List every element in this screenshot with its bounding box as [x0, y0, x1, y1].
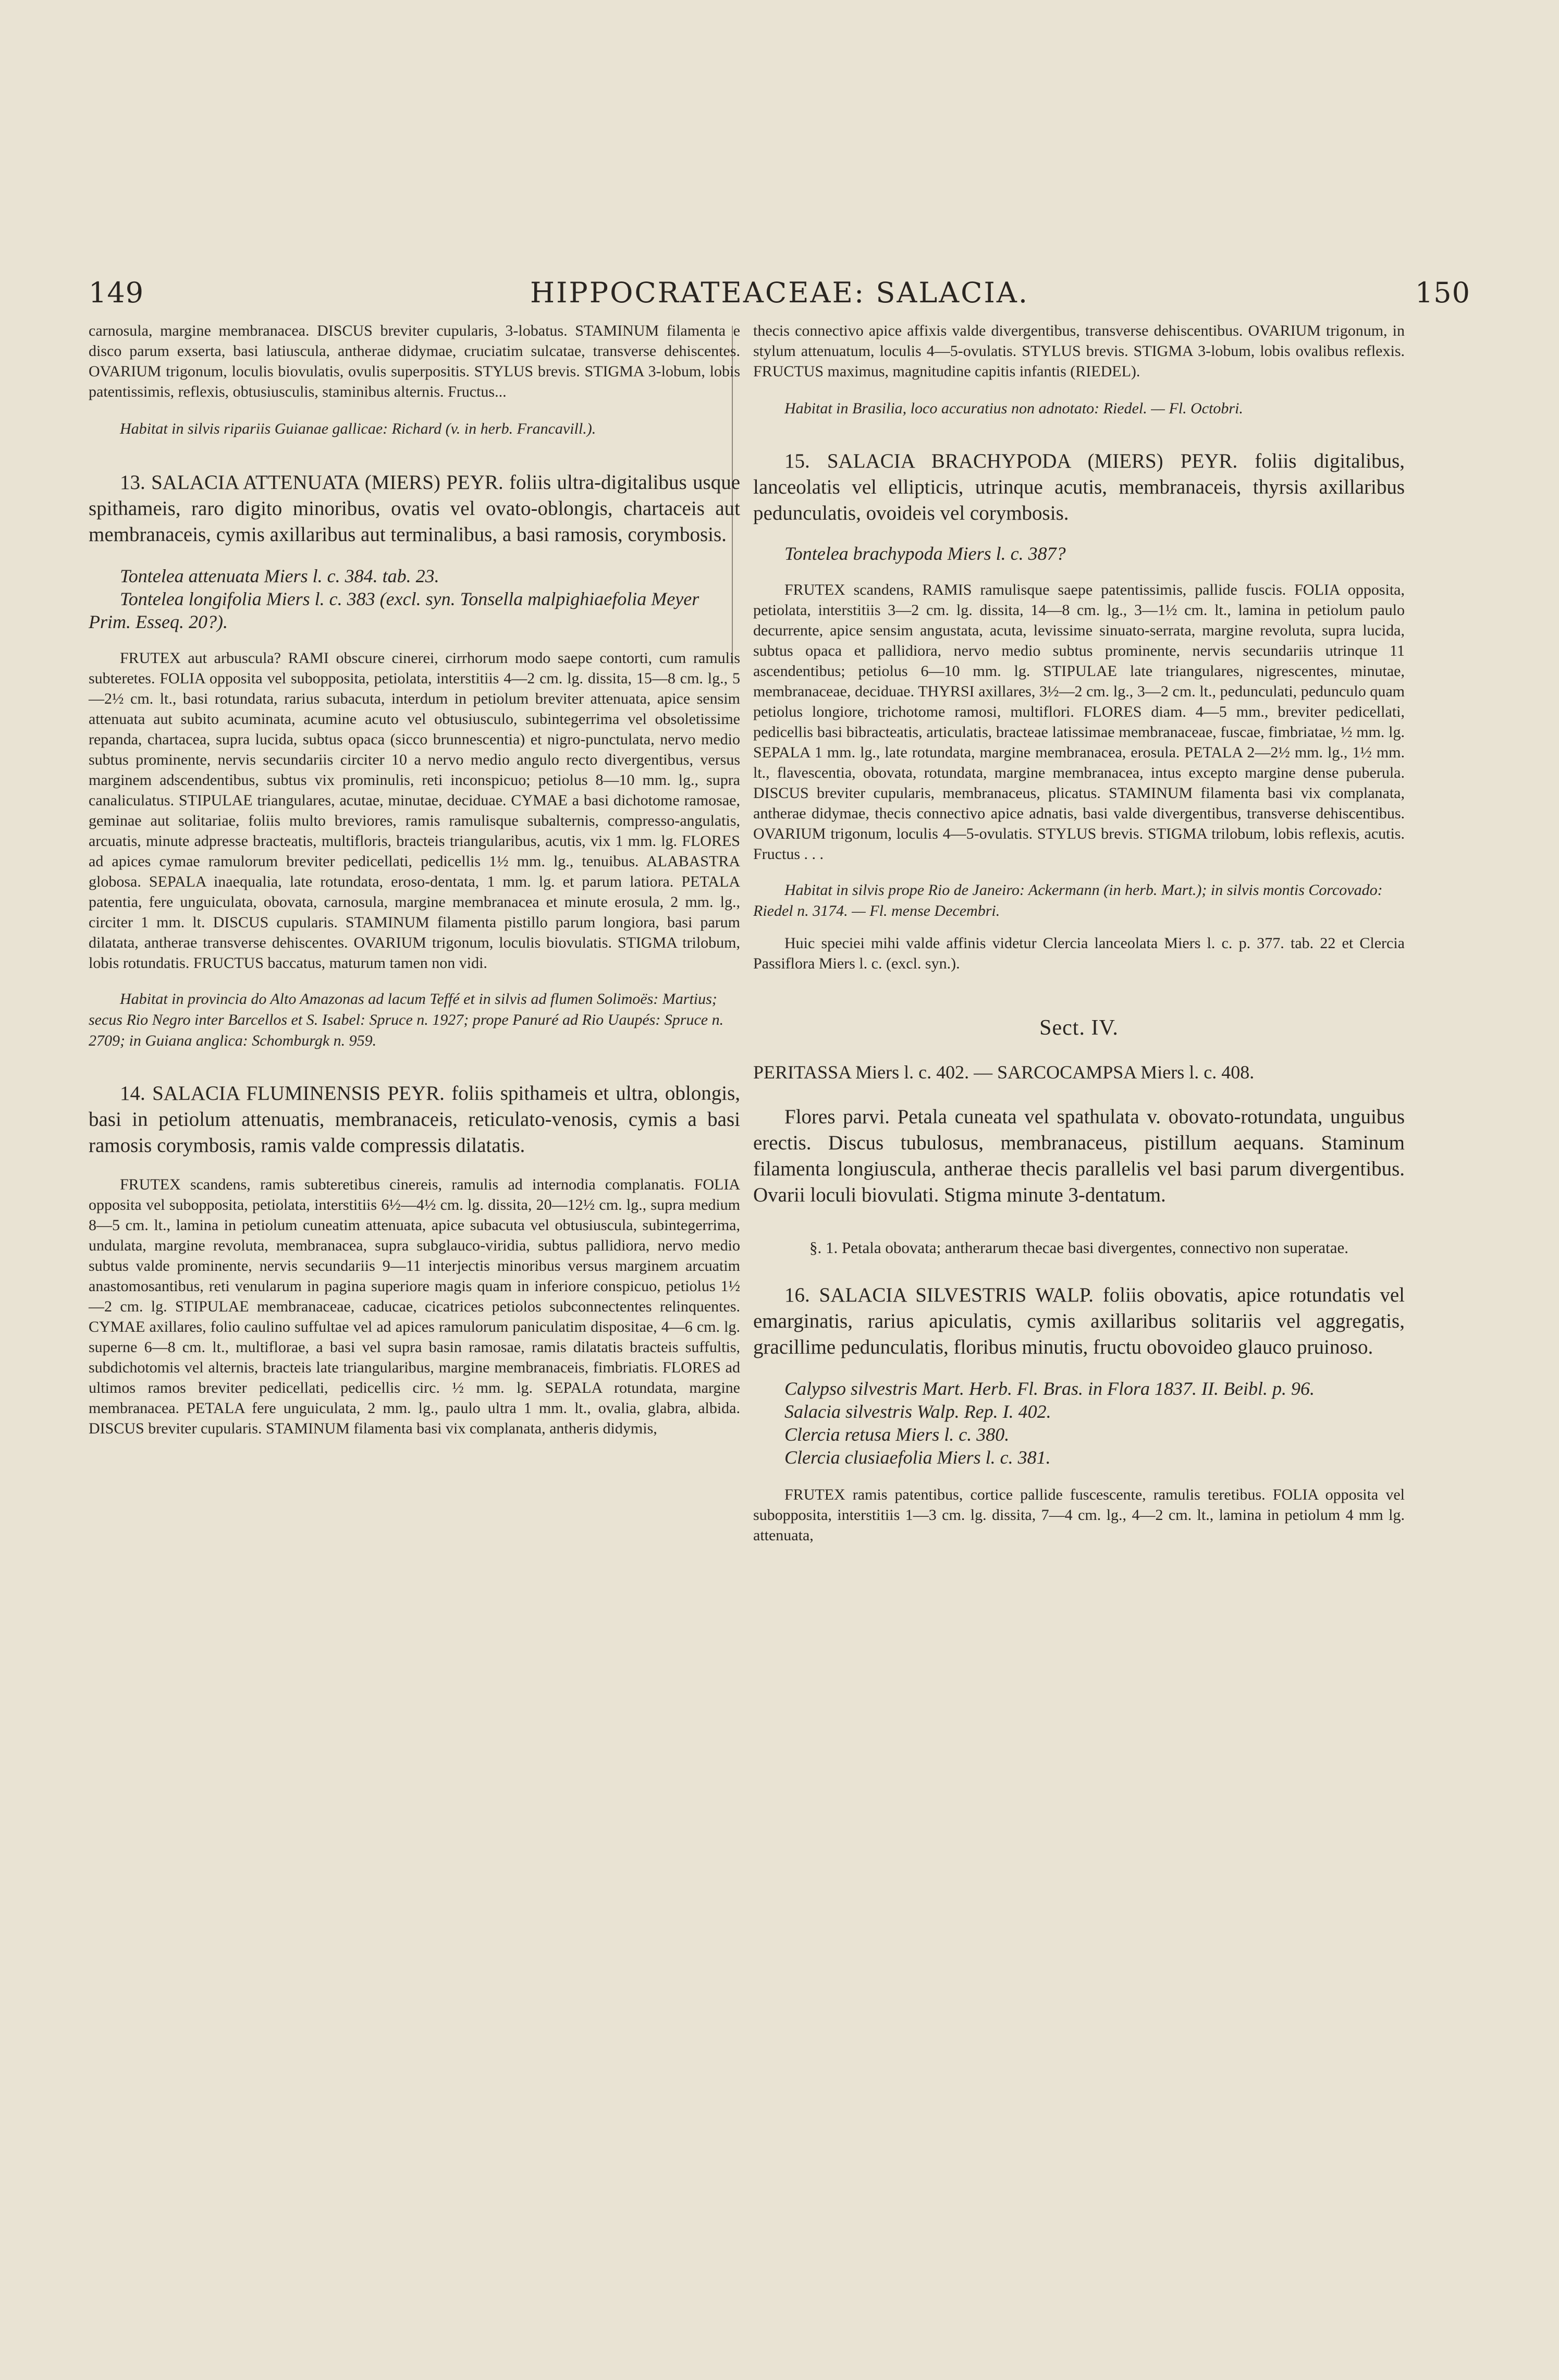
- species-13-synonym-2: Tontelea longifolia Miers l. c. 383 (excl. syn. Tonsella malpighiaefolia Meyer Prim. Esseq. 20?).: [89, 588, 699, 632]
- subsection-heading: §. 1. Petala obovata; antherarum thecae basi divergentes, connectivo non superatae.: [809, 1238, 1349, 1257]
- species-15-habitat: Habitat in silvis prope Rio de Janeiro: Ackermann (in herb. Mart.); in silvis montis Corcovado: Riedel n. 3174. — Fl. mense Decembri.: [753, 881, 1383, 919]
- species-15-heading: 15. SALACIA BRACHYPODA (MIERS) PEYR. foliis digitalibus, lanceolatis vel ellipticis, utrinque acutis, membranaceis, thyrsis axillaribus pedunculatis, ovoideis vel corymbosis.: [753, 450, 1405, 524]
- species-13-description: FRUTEX aut arbuscula? RAMI obscure cinerei, cirrhorum modo saepe contorti, cum ramulis subteretes. FOLIA opposita vel subopposita, petiolata, interstitiis 4—2 cm. lg. dissita, 15—8 cm. lg., 5—2½ cm. lt., basi rotundata, rarius subacuta, interdum in petiolum breviter attenuata, apice sensim attenuata aut subito acuminata, acumine acuto vel obtusiusculo, subintegerrima vel obsoletissime repanda, chartacea, supra lucida, subtus opaca (sicco brunnescentia) et nigro-punctulata, nervo medio subtus prominente, nervis secundariis circiter 10 a nervo medio angulo recto divergentibus, versus marginem adscendentibus, subtus vix prominulis, reti inconspicuo; petiolus 8—10 mm. lg., supra canaliculatus. STIPULAE triangulares, acutae, minutae, deciduae. CYMAE a basi dichotome ramosae, geminae aut solitariae, foliis multo breviores, ramis ramulisque subalternis, compresso-angulatis, arcuatis, minute adpresse bracteatis, multifloris, bracteis triangularibus, acutis, vix 1 mm. lg. FLORES ad apices cymae ramulorum breviter pedicellati, pedicellis 1½ mm. lg., tenuibus. ALABASTRA globosa. SEPALA inaequalia, late rotundata, eroso-dentata, 1 mm. lg. et parum latiora. PETALA patentia, fere unguiculata, obovata, carnosula, margine membranacea et minute erosula, 2 mm. lg., circiter 1 mm. lt. DISCUS cupularis. STAMINUM filamenta pistillo parum longiora, basi parum dilatata, antherae transverse dehiscentes. OVARIUM trigonum, loculis biovulatis. STIGMA trilobum, lobis rotundatis. FRUCTUS baccatus, maturum tamen non vidi.: [89, 649, 740, 972]
- section-title: Sect. IV.: [1039, 1016, 1119, 1040]
- continued-description: carnosula, margine membranacea. DISCUS breviter cupularis, 3-lobatus. STAMINUM filamenta e disco parum exserta, basi latiuscula, antherae didymae, cruciatim sulcatae, transverse dehiscentes. OVARIUM trigonum, loculis biovulatis, ovulis superpositis. STYLUS brevis. STIGMA 3-lobum, lobis patentissimis, reflexis, obtusiusculis, staminibus alternis. Fructus...: [89, 322, 740, 400]
- species-13-heading: 13. SALACIA ATTENUATA (MIERS) PEYR. foliis ultra-digitalibus usque spithameis, raro digito minoribus, ovatis vel ovato-oblongis, chartaceis aut membranaceis, cymis axillaribus aut terminalibus, a basi ramosis, corymbosis.: [89, 471, 740, 546]
- species-13-synonym-1: Tontelea attenuata Miers l. c. 384. tab. 23.: [120, 566, 439, 586]
- continued-description-14: thecis connectivo apice affixis valde divergentibus, transverse dehiscentibus. OVARIUM trigonum, in stylum attenuatum, loculis 4—5-ovulatis. STYLUS brevis. STIGMA 3-lobum, lobis ovalibus reflexis. FRUCTUS maximus, magnitudine capitis infantis (RIEDEL).: [753, 322, 1405, 380]
- species-14-heading: 14. SALACIA FLUMINENSIS PEYR. foliis spithameis et ultra, oblongis, basi in petiolum attenuatis, membranaceis, reticulato-venosis, cymis a basi ramosis corymbosis, ramis valde compressis dilatatis.: [89, 1082, 740, 1157]
- right-column: [753, 321, 1405, 1545]
- left-column: [89, 321, 740, 1439]
- left-page-number: 149: [89, 276, 144, 309]
- species-15-description: FRUTEX scandens, RAMIS ramulisque saepe patentissimis, pallide fuscis. FOLIA opposita, petiolata, interstitiis 3—2 cm. lg. dissita, 14—8 cm. lg., 3—1½ cm. lt., lamina in petiolum paulo decurrente, apice sensim angustata, acuta, levissime sinuato-serrata, margine revoluta, supra lucida, subtus opaca et pallidiora, nervo medio subtus prominente, nervis secundariis utrinque 11 ascendentibus; petiolus 6—10 mm. lg. STIPULAE late triangulares, nigrescentes, minutae, membranaceae, deciduae. THYRSI axillares, 3½—2 cm. lg., 3—2 cm. lt., pedunculati, pedunculo quam petiolus longiore, trichotome ramosi, multiflori. FLORES diam. 4—5 mm., breviter pedicellati, pedicellis basi bibracteatis, articulatis, bracteae latissimae membranaceae, fuscae, fimbriatae, ½ mm. lg. SEPALA 1 mm. lg., late rotundata, margine membranacea, erosula. PETALA 2—2½ mm. lg., 1½ mm. lt., flavescentia, obovata, rotundata, margine membranacea, intus excepto margine dense puberula. DISCUS breviter cupularis, membranaceus, plicatus. STAMINUM filamenta basi vix complanata, antherae didymae, thecis connectivo apice adnatis, basi valde divergentibus, transverse dehiscentibus. OVARIUM trigonum, loculis 4—5-ovulatis. STYLUS brevis. STIGMA trilobum, lobis reflexis, acutis. Fructus . . .: [753, 581, 1405, 863]
- species-16-synonym-2: Salacia silvestris Walp. Rep. I. 402.: [784, 1401, 1051, 1422]
- species-16-synonym-1: Calypso silvestris Mart. Herb. Fl. Bras. in Flora 1837. II. Beibl. p. 96.: [784, 1378, 1315, 1399]
- species-16-description: FRUTEX ramis patentibus, cortice pallide fuscescente, ramulis teretibus. FOLIA opposita vel subopposita, interstitiis 1—3 cm. lg. dissita, 7—4 cm. lg., 4—2 cm. lt., lamina in petiolum 4 mm lg. attenuata,: [753, 1486, 1405, 1544]
- species-15-synonym: Tontelea brachypoda Miers l. c. 387?: [784, 543, 1066, 564]
- species-13-habitat: Habitat in provincia do Alto Amazonas ad lacum Teffé et in silvis ad flumen Solimoës: Martius; secus Rio Negro inter Barcellos et S. Isabel: Spruce n. 1927; prope Panuré ad Rio Uaupés: Spruce n. 2709; in Guiana anglica: Schomburgk n. 959.: [89, 990, 724, 1049]
- species-16-synonym-4: Clercia clusiaefolia Miers l. c. 381.: [784, 1447, 1051, 1468]
- habitat-14: Habitat in Brasilia, loco accuratius non adnotato: Riedel. — Fl. Octobri.: [784, 400, 1243, 417]
- running-title: HIPPOCRATEACEAE: SALACIA.: [530, 276, 1029, 309]
- section-synonyms: PERITASSA Miers l. c. 402. — SARCOCAMPSA Miers l. c. 408.: [753, 1062, 1255, 1083]
- right-page-number: 150: [1415, 276, 1470, 309]
- species-15-note: Huic speciei mihi valde affinis videtur Clercia lanceolata Miers l. c. p. 377. tab. 22 et Clercia Passiflora Miers l. c. (excl. syn.).: [753, 935, 1405, 972]
- species-16-heading: 16. SALACIA SILVESTRIS WALP. foliis obovatis, apice rotundatis vel emarginatis, rarius apiculatis, cymis axillaribus solitariis vel aggregatis, gracillime pedunculatis, floribus minutis, fructu obovoideo glauco pruinoso.: [753, 1284, 1405, 1358]
- species-14-description: FRUTEX scandens, ramis subteretibus cinereis, ramulis ad internodia complanatis. FOLIA opposita vel subopposita, petiolata, interstitiis 6½—4½ cm. lg. dissita, 20—12½ cm. lg., supra medium 8—5 cm. lt., lamina in petiolum cuneatim attenuata, apice subacuta vel obtusiuscula, subintegerrima, undulata, margine revoluta, membranacea, supra subglauco-viridia, subtus pallidiora, nervo medio subtus valde prominente, nervis secundariis 9—11 interjectis minoribus versus marginem arcuatim anastomosantibus, reti venularum in pagina superiore magis quam in inferiore conspicuo, petiolus 1½—2 cm. lg. STIPULAE membranaceae, caducae, cicatrices petiolos subconnectentes relinquentes. CYMAE axillares, folio caulino suffultae vel ad apices ramulorum paniculatim dispositae, 4—6 cm. lg. superne 6—8 cm. lt., multiflorae, a basi vel supra basin ramosae, ramis dilatatis bracteis suffultis, subdichotomis vel alternis, bracteis late triangularibus, margine membranaceis, fimbriatis. FLORES ad ultimos ramos breviter pedicellati, pedicellis circ. ½ mm. lg. SEPALA rotundata, margine membranacea. PETALA fere unguiculata, 2 mm. lg., paulo ultra 1 mm. lt., ovalia, glabra, albida. DISCUS breviter cupularis. STAMINUM filamenta basi vix complanata, antheris didymis,: [89, 1176, 740, 1437]
- habitat-12: Habitat in silvis ripariis Guianae gallicae: Richard (v. in herb. Francavill.).: [120, 420, 596, 437]
- page-header: [89, 276, 1470, 313]
- section-description: Flores parvi. Petala cuneata vel spathulata v. obovato-rotundata, unguibus erectis. Discus tubulosus, membranaceus, pistillum aequans. Staminum filamenta longiuscula, antherae thecis parallelis vel basi parum divergentibus. Ovarii loculi biovulati. Stigma minute 3-dentatum.: [753, 1106, 1405, 1206]
- species-16-synonym-3: Clercia retusa Miers l. c. 380.: [784, 1424, 1010, 1445]
